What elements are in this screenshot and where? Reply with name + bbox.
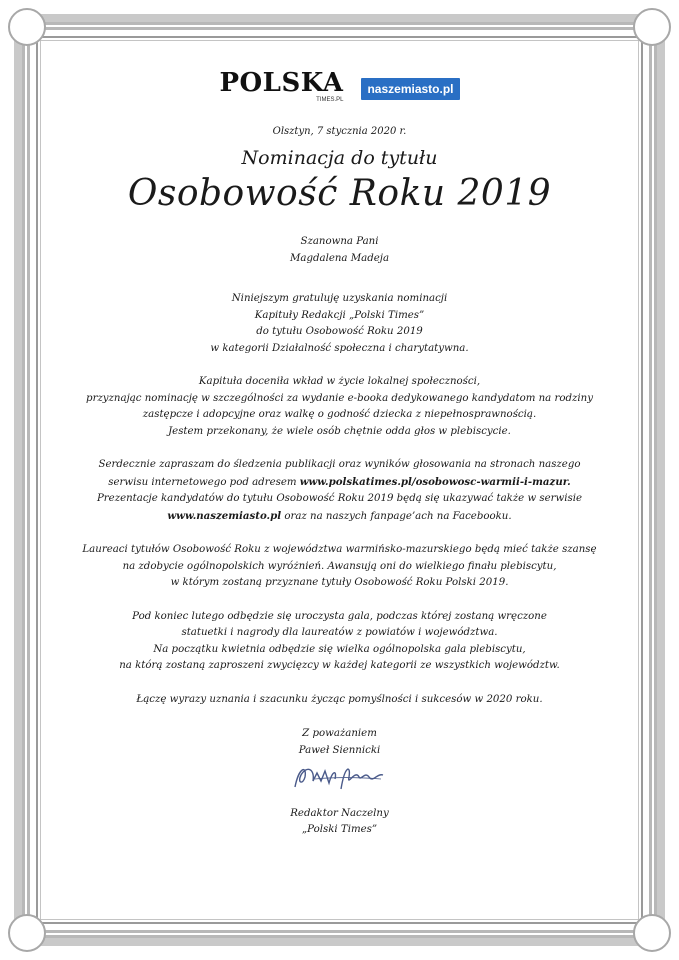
paragraph-line: [60, 508, 619, 526]
paragraph-line: Pod koniec lutego odbędzie się uroczysta gala, podczas której zostaną wręczone: [132, 610, 547, 622]
gala-paragraph: [60, 609, 619, 675]
congrats-line: Kapituły Redakcji „Polski Times”: [254, 309, 425, 321]
nomination-heading: Nominacja do tytułu: [241, 147, 438, 169]
recipient-name: Magdalena Madeja: [289, 252, 390, 264]
paragraph-line: statuetki i nagrody dla laureatów z powiatów i województwa.: [181, 627, 498, 638]
letter-content: [60, 70, 619, 839]
corner-ornament-top-right: [633, 8, 671, 46]
invitation-paragraph: [60, 457, 619, 525]
paragraph-line: na zdobycie ogólnopolskich wyróżnień. Awansują oni do wielkiego finału plebiscytu,: [122, 560, 557, 572]
handwritten-signature: [285, 759, 395, 799]
signatory-name: Paweł Siennicki: [298, 744, 381, 756]
paragraph-line: na którą zostaną zaproszeni zwycięzcy w każdej kategorii ze wszystkich województw.: [119, 660, 560, 671]
naszemiasto-logo: naszemiasto.pl: [361, 78, 459, 100]
greeting-line: Szanowna Pani: [300, 236, 379, 247]
corner-ornament-bottom-right: [633, 914, 671, 952]
header-logos: [60, 70, 619, 112]
congratulations-paragraph: [60, 291, 619, 357]
congrats-line: do tytułu Osobowość Roku 2019: [256, 326, 423, 337]
paragraph-line: w którym zostaną przyznane tytuły Osobowość Roku Polski 2019.: [170, 577, 509, 588]
paragraph-line: Prezentacje kandydatów do tytułu Osobowość Roku 2019 będą się ukazywać także w serwisie: [96, 493, 583, 504]
paragraph-line: przyznając nominację w szczególności za wydanie e-booka dedykowanego kandydatom na rodziny: [86, 392, 593, 404]
regards-line: Z poważaniem: [302, 728, 377, 739]
paragraph-line: Jestem przekonany, że wiele osób chętnie odda głos w plebiscycie.: [168, 425, 511, 437]
paragraph-line: Serdecznie zapraszam do śledzenia publikacji oraz wyników głosowania na stronach naszego: [98, 459, 581, 470]
closing-wishes: Łączę wyrazy uznania i szacunku życząc pomyślności i sukcesów w 2020 roku.: [136, 693, 543, 705]
paragraph-line: zastępcze i adopcyjne oraz walkę o godność dziecka z niepełnosprawnością.: [142, 409, 537, 420]
signatory-paper: „Polski Times”: [301, 824, 378, 835]
greeting: [60, 234, 619, 267]
paragraph-line: Laureaci tytułów Osobowość Roku z województwa warmińsko-mazurskiego będą mieć także szansę: [82, 544, 597, 555]
polskatimes-link[interactable]: www.polskatimes.pl/osobowosc-warmii-i-mazur.: [299, 475, 571, 488]
polska-logo-word: POLSKA: [219, 68, 344, 98]
paragraph-line: Kapituła doceniła wkład w życie lokalnej społeczności,: [198, 376, 481, 387]
laureates-paragraph: [60, 542, 619, 592]
award-title: Osobowość Roku 2019: [127, 173, 552, 214]
polska-times-logo: [219, 70, 343, 104]
congrats-line: Niniejszym gratuluję uzyskania nominacji: [231, 293, 448, 304]
congrats-line: w kategorii Działalność społeczna i charytatywna.: [210, 342, 469, 354]
paragraph-line: [60, 474, 619, 492]
corner-ornament-top-left: [8, 8, 46, 46]
letter-date: Olsztyn, 7 stycznia 2020 r.: [272, 126, 407, 137]
corner-ornament-bottom-left: [8, 914, 46, 952]
signatory-role: Redaktor Naczelny: [290, 807, 389, 819]
paragraph-text: oraz na naszych fanpage’ach na Facebooku.: [281, 510, 512, 522]
justification-paragraph: [60, 374, 619, 440]
paragraph-text: serwisu internetowego pod adresem: [108, 476, 300, 488]
naszemiasto-link[interactable]: www.naszemiasto.pl: [167, 509, 282, 522]
polska-logo-sub: TIMES.PL: [316, 97, 344, 103]
paragraph-line: Na początku kwietnia odbędzie się wielka ogólnopolska gala plebiscytu,: [153, 643, 526, 655]
signature-block: [60, 726, 619, 839]
